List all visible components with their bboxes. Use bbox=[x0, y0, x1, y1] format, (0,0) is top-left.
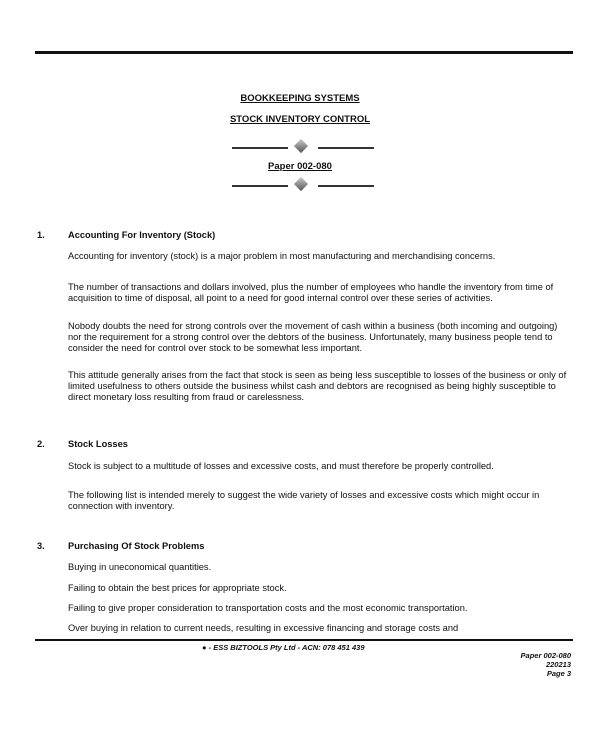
section-heading: Purchasing Of Stock Problems bbox=[68, 541, 205, 551]
paragraph: Stock is subject to a multitude of losses and excessive costs, and must therefore be properly controlled. bbox=[68, 461, 494, 471]
company-text: - ESS BIZTOOLS Pty Ltd - ACN: 078 451 439 bbox=[208, 643, 365, 652]
section-heading: Stock Losses bbox=[68, 439, 128, 449]
paragraph: Failing to give proper consideration to transportation costs and the most economic transportation. bbox=[68, 603, 468, 613]
footer-rule bbox=[35, 639, 573, 641]
section-number: 2. bbox=[37, 439, 45, 449]
paragraph: Nobody doubts the need for strong controls over the movement of cash within a business (both incoming and outgoing) nor the requirement for a strong control over the debtors of the business. Unfortunately, many business people tend to consider the need for control over stock to be somewhat less important. bbox=[68, 321, 558, 353]
footer-date: 220213 bbox=[545, 660, 571, 669]
paragraph: Over buying in relation to current needs, resulting in excessive financing and storage costs and bbox=[68, 623, 459, 633]
diamond-divider-icon bbox=[232, 141, 376, 153]
section-number: 3. bbox=[37, 541, 45, 551]
paragraph: Failing to obtain the best prices for appropriate stock. bbox=[68, 583, 287, 593]
paragraph: The number of transactions and dollars involved, plus the number of employees who handle the inventory from time of acquisition to time of disposal, all point to a need for good internal control over these series of activities. bbox=[68, 282, 554, 303]
paragraph: The following list is intended merely to suggest the wide variety of losses and excessive costs which might occur in connection with inventory. bbox=[68, 490, 540, 511]
footer-company bbox=[202, 643, 365, 652]
title-bookkeeping: BOOKKEEPING SYSTEMS bbox=[240, 93, 360, 104]
paragraph: Accounting for inventory (stock) is a major problem in most manufacturing and merchandising concerns. bbox=[68, 251, 496, 261]
diamond-divider-icon bbox=[232, 179, 376, 191]
paragraph: This attitude generally arises from the fact that stock is seen as being less susceptible to losses of the business or only of limited usefulness to others outside the business whilst cash and debtors are recognised as being highly susceptible to direct monetary loss resulting from fraud or carelessness. bbox=[68, 370, 567, 402]
title-stock-inventory: STOCK INVENTORY CONTROL bbox=[229, 114, 371, 125]
paper-number: Paper 002-080 bbox=[268, 161, 332, 172]
footer-paper: Paper 002-080 bbox=[520, 651, 571, 660]
bullet-icon: ● bbox=[202, 643, 207, 652]
footer-page: Page 3 bbox=[546, 669, 571, 678]
section-heading: Accounting For Inventory (Stock) bbox=[68, 230, 216, 240]
paragraph: Buying in uneconomical quantities. bbox=[68, 562, 212, 572]
footer-right bbox=[521, 651, 571, 678]
section-number: 1. bbox=[37, 230, 45, 240]
top-rule bbox=[35, 51, 573, 54]
